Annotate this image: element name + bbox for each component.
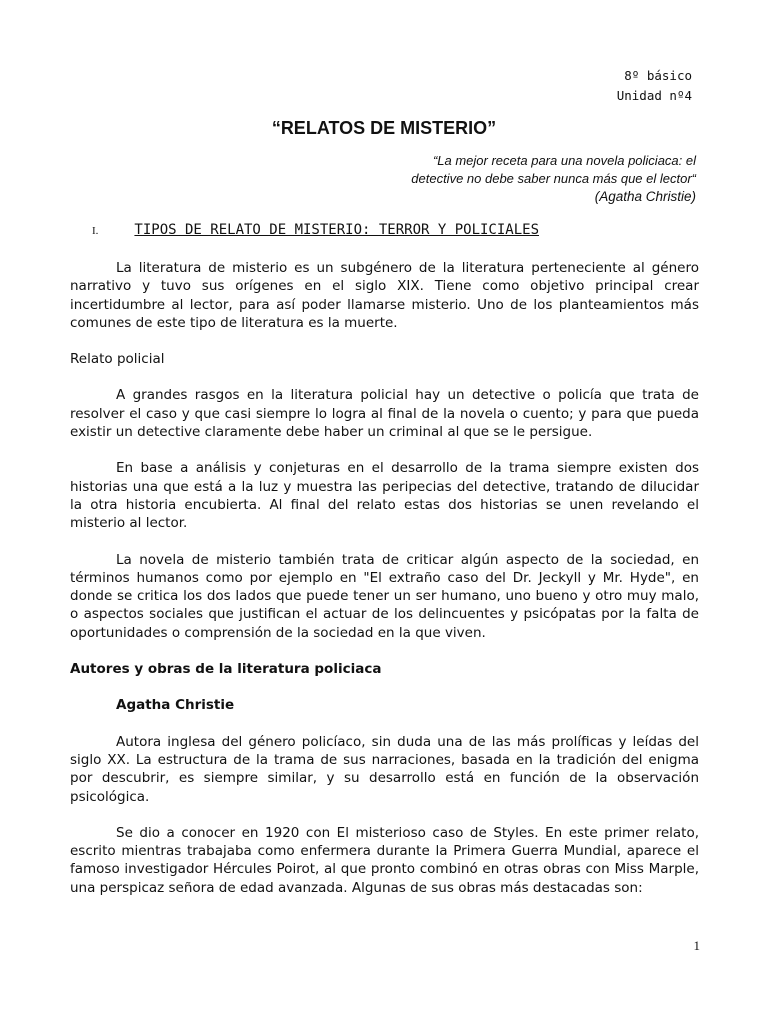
section-numeral: I. [92, 225, 99, 237]
policial-paragraph-1: A grandes rasgos en la literatura policial hay un detective o policía que trata de resolver el caso y que casi siempre lo logra al final de la novela o cuento; y para que pueda existir un detective claramente debe haber un criminal al que se le persigue. [70, 387, 699, 441]
epigraph-line-1: “La mejor receta para una novela policiaca: el [432, 153, 696, 168]
christie-paragraph-1: Autora inglesa del género policíaco, sin duda una de las más prolíficas y leídas del siglo XX. La estructura de la trama de sus narraciones, basada en la tradición del enigma por descubrir, es siempre similar, y su desarrollo está en función de la observación psicológica. [70, 733, 699, 805]
policial-paragraph-2: En base a análisis y conjeturas en el desarrollo de la trama siempre existen dos historias una que está a la luz y muestra las peripecias del detective, tratando de dilucidar la otra historia encubierta. Al final del relato estas dos historias se unen revelando el misterio al lector. [70, 460, 699, 532]
intro-paragraph: La literatura de misterio es un subgénero de la literatura perteneciente al género narrativo y tuvo sus orígenes en el siglo XIX. Tiene como objetivo principal crear incertidumbre al lector, para así poder llamarse misterio. Uno de los planteamientos más comunes de este tipo de literatura es la muerte. [70, 260, 699, 331]
grade-label: 8º básico [624, 68, 692, 83]
policial-paragraph-3: La novela de misterio también trata de criticar algún aspecto de la sociedad, en términos humanos como por ejemplo en "El extraño caso del Dr. Jeckyll y Mr. Hyde", en donde se critica los dos lados que puede tener un ser humano, uno bueno y otro muy malo, o aspectos sociales que justifican el actuar de los delincuentes y psicópatas por la falta de oportunidades o comprensión de la sociedad en la que viven. [70, 551, 699, 641]
document-header [617, 66, 692, 106]
page-number: 1 [693, 938, 700, 953]
subheading-autores-obras: Autores y obras de la literatura policiaca [70, 661, 382, 678]
subheading-agatha-christie: Agatha Christie [116, 697, 235, 714]
document-title: “RELATOS DE MISTERIO” [271, 118, 497, 138]
christie-paragraph-2: Se dio a conocer en 1920 con El misterioso caso de Styles. En este primer relato, escrito mientras trabajaba como enfermera durante la Primera Guerra Mundial, aparece el famoso investigador Hércules Poirot, al que pronto combinó en otras obras con Miss Marple, una perspicaz señora de edad avanzada. Algunas de sus obras más destacadas son: [70, 824, 699, 896]
subheading-relato-policial: Relato policial [70, 351, 165, 368]
section-heading-text: TIPOS DE RELATO DE MISTERIO: TERROR Y POLICIALES [134, 222, 539, 238]
epigraph-quote [411, 152, 696, 206]
document-body [70, 259, 699, 915]
section-heading [92, 222, 539, 238]
epigraph-author: (Agatha Christie) [594, 189, 696, 204]
epigraph-line-2: detective no debe saber nunca más que el lector“ [411, 171, 696, 186]
unit-label: Unidad nº4 [616, 88, 692, 103]
